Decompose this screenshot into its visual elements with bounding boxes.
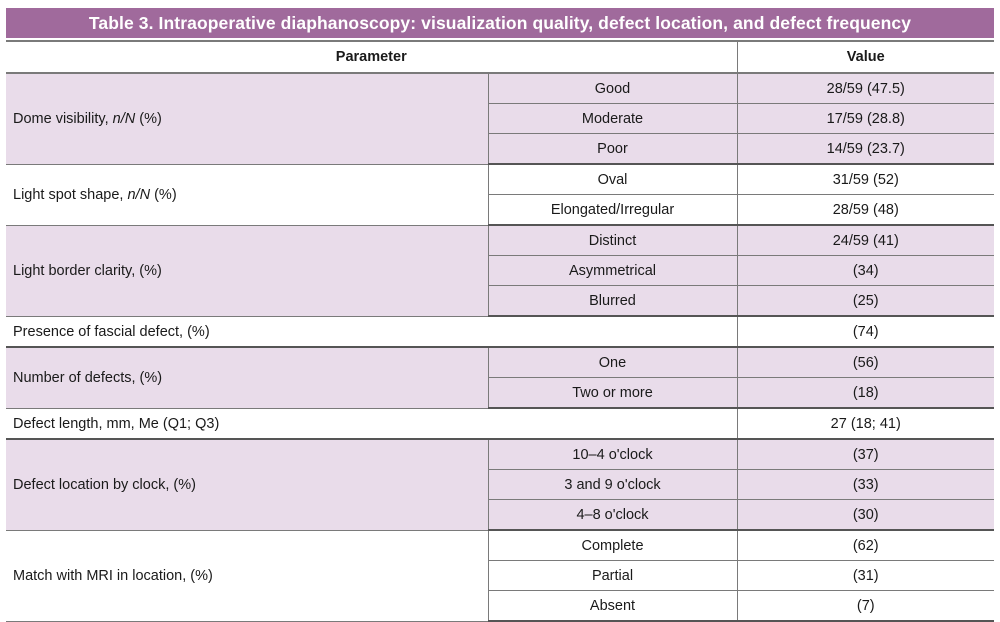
value-cell: (56) <box>737 347 994 378</box>
param-cell: Match with MRI in location, (%) <box>6 530 488 621</box>
table-row <box>6 530 994 561</box>
table-row <box>6 347 994 378</box>
param-label-suffix: (%) <box>150 186 177 203</box>
header-row <box>6 41 994 73</box>
value-cell: 14/59 (23.7) <box>737 134 994 165</box>
table-row <box>6 225 994 256</box>
value-cell: (74) <box>737 316 994 347</box>
table-title: Table 3. Intraoperative diaphanoscopy: visualization quality, defect location, and defect frequency <box>6 8 994 38</box>
table-row <box>6 73 994 104</box>
table-row <box>6 408 994 439</box>
value-cell: (31) <box>737 561 994 591</box>
value-cell: 28/59 (47.5) <box>737 73 994 104</box>
value-cell: (33) <box>737 470 994 500</box>
sub-cell: Good <box>488 73 737 104</box>
header-value: Value <box>737 41 994 73</box>
param-cell: Light border clarity, (%) <box>6 225 488 316</box>
value-cell: (18) <box>737 378 994 409</box>
param-cell: Defect length, mm, Me (Q1; Q3) <box>6 408 737 439</box>
value-cell: (62) <box>737 530 994 561</box>
sub-cell: Partial <box>488 561 737 591</box>
value-cell: (34) <box>737 256 994 286</box>
value-cell: 24/59 (41) <box>737 225 994 256</box>
value-cell: (7) <box>737 591 994 622</box>
param-cell <box>6 164 488 225</box>
sub-cell: Asymmetrical <box>488 256 737 286</box>
sub-cell: Complete <box>488 530 737 561</box>
param-cell <box>6 73 488 164</box>
sub-cell: Oval <box>488 164 737 195</box>
param-cell: Presence of fascial defect, (%) <box>6 316 737 347</box>
table-row <box>6 439 994 470</box>
param-label-italic: n/N <box>127 186 151 203</box>
sub-cell: Absent <box>488 591 737 622</box>
sub-cell: 4–8 o'clock <box>488 500 737 531</box>
table-row <box>6 164 994 195</box>
param-cell: Number of defects, (%) <box>6 347 488 408</box>
param-label-suffix: (%) <box>135 110 162 127</box>
param-label: Dome visibility, <box>13 110 113 127</box>
header-parameter: Parameter <box>6 41 737 73</box>
data-table <box>6 40 994 622</box>
value-cell: 28/59 (48) <box>737 195 994 226</box>
sub-cell: One <box>488 347 737 378</box>
sub-cell: Elongated/Irregular <box>488 195 737 226</box>
value-cell: 31/59 (52) <box>737 164 994 195</box>
sub-cell: Moderate <box>488 104 737 134</box>
param-label: Light spot shape, <box>13 186 128 203</box>
param-cell: Defect location by clock, (%) <box>6 439 488 530</box>
table-row <box>6 316 994 347</box>
value-cell: (30) <box>737 500 994 531</box>
sub-cell: Two or more <box>488 378 737 409</box>
sub-cell: Distinct <box>488 225 737 256</box>
value-cell: (25) <box>737 286 994 317</box>
sub-cell: Blurred <box>488 286 737 317</box>
sub-cell: Poor <box>488 134 737 165</box>
value-cell: 27 (18; 41) <box>737 408 994 439</box>
sub-cell: 3 and 9 o'clock <box>488 470 737 500</box>
value-cell: (37) <box>737 439 994 470</box>
value-cell: 17/59 (28.8) <box>737 104 994 134</box>
param-label-italic: n/N <box>112 110 136 127</box>
sub-cell: 10–4 o'clock <box>488 439 737 470</box>
